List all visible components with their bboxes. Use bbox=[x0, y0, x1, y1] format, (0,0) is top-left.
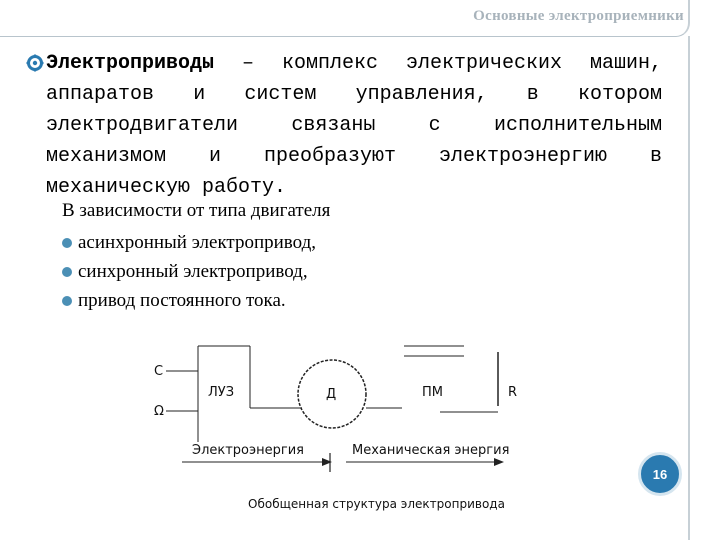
bullet-dot-icon bbox=[62, 267, 72, 277]
block-mechanism-label: ПМ bbox=[422, 385, 443, 400]
definition-text: – комплекс электрических машин, аппаратов и систем управления, в котором электродвигатели связаны с исполнительным механизмом и преобразуют электроэнергию в механическую работу. bbox=[46, 52, 662, 199]
bullet-dot-icon bbox=[62, 238, 72, 248]
mechanical-energy-arrowhead bbox=[494, 458, 504, 466]
drive-structure-diagram bbox=[140, 330, 560, 520]
gear-bullet-icon bbox=[26, 54, 44, 72]
bullet-dot-icon bbox=[62, 296, 72, 306]
slide-title: Основные электроприемники bbox=[473, 8, 684, 24]
input-top-label: C bbox=[154, 364, 164, 379]
definition-term: Электроприводы bbox=[46, 52, 215, 75]
input-bottom-label: Ω bbox=[154, 404, 164, 419]
electric-energy-label: Электроэнергия bbox=[192, 443, 304, 458]
list-item: асинхронный электропривод, bbox=[62, 228, 316, 257]
diagram-caption: Обобщенная структура электропривода bbox=[248, 497, 505, 511]
page-number-badge: 16 bbox=[638, 452, 682, 496]
block-control-label: ЛУЗ bbox=[208, 385, 235, 400]
output-label: R bbox=[508, 385, 518, 400]
mechanical-energy-label: Механическая энергия bbox=[352, 443, 510, 458]
slide-frame-right bbox=[688, 36, 720, 540]
block-motor-label: Д bbox=[326, 387, 337, 402]
definition-paragraph bbox=[46, 48, 662, 203]
classification-heading: В зависимости от типа двигателя bbox=[62, 200, 331, 221]
list-item: синхронный электропривод, bbox=[62, 257, 316, 286]
list-item: привод постоянного тока. bbox=[62, 286, 316, 315]
motor-type-list bbox=[62, 228, 316, 315]
